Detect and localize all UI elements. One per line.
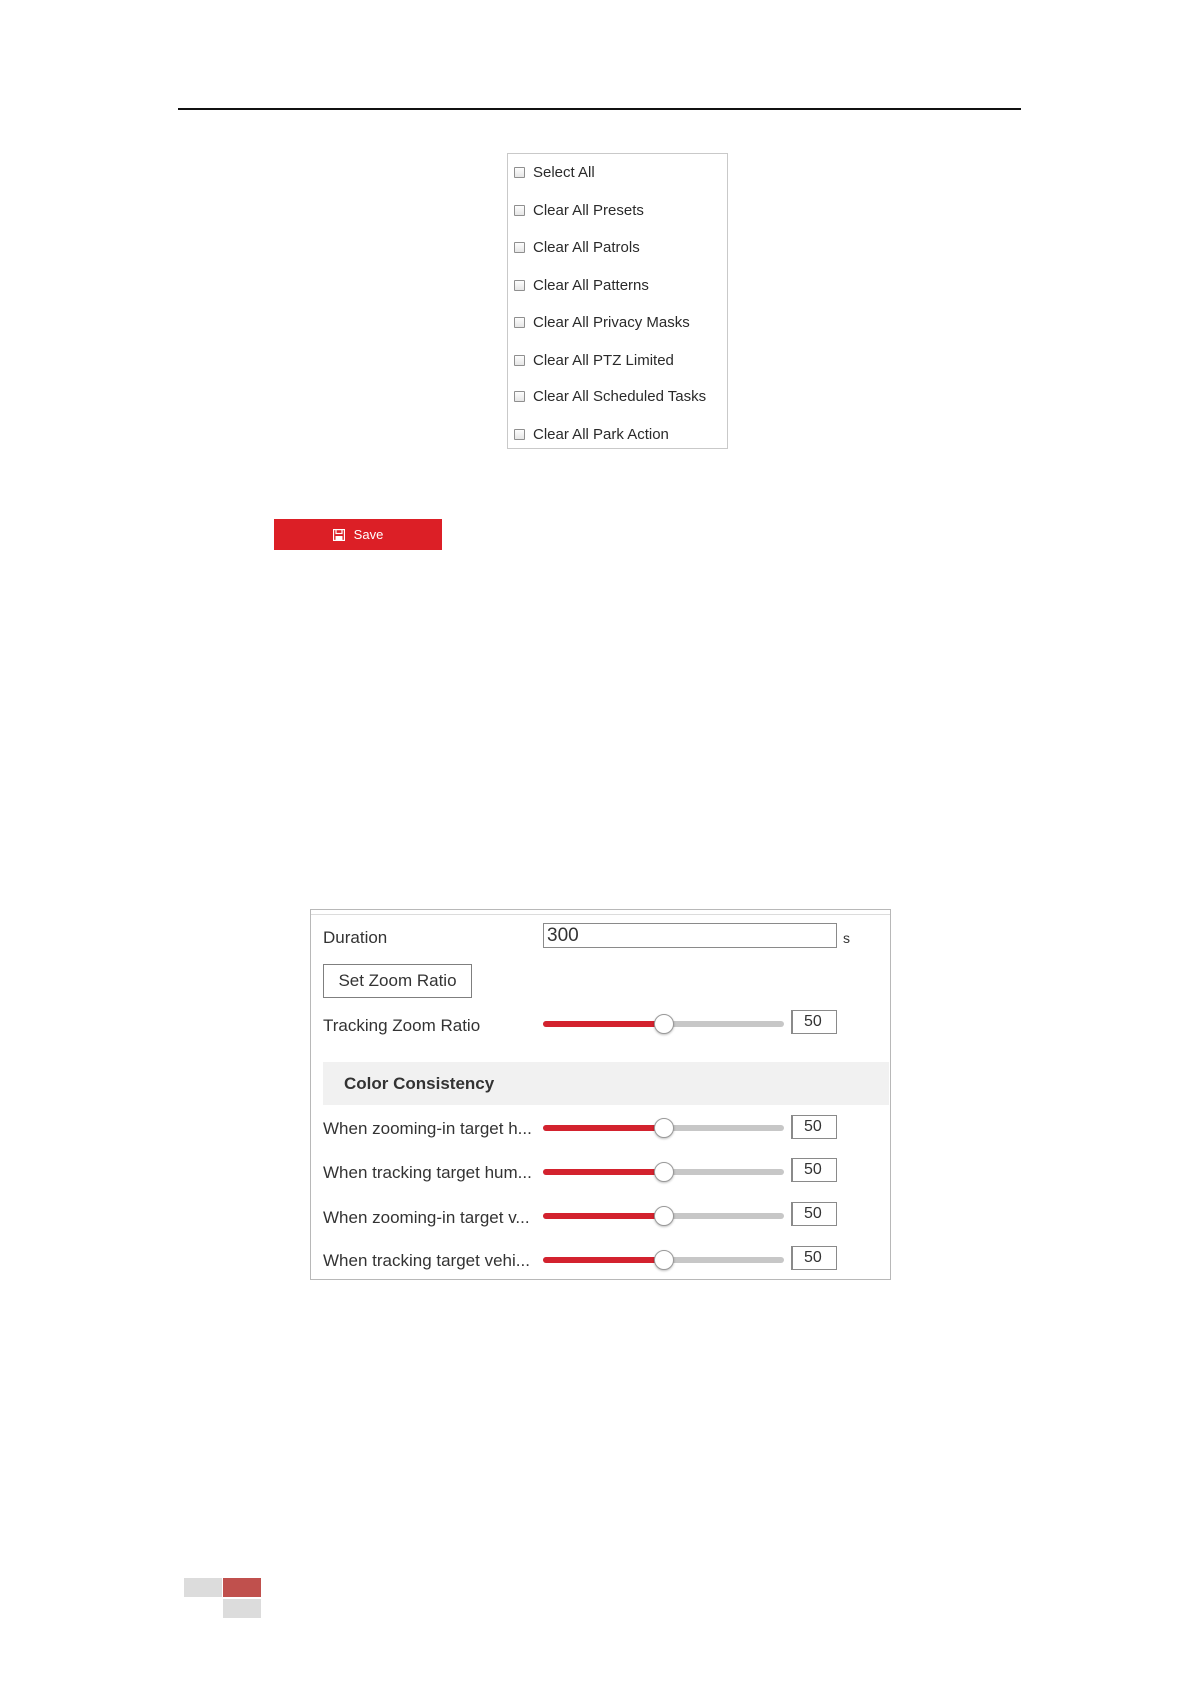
save-icon [333,529,345,541]
checkbox-label: Clear All Privacy Masks [533,313,690,331]
checkbox-label: Clear All Park Action [533,425,669,443]
zoom-in-human-slider[interactable] [543,1117,784,1139]
checkbox-row-clear-ptz-limited[interactable] [514,350,674,370]
slider-thumb[interactable] [654,1206,674,1226]
tracking-vehicle-slider[interactable] [543,1249,784,1271]
checkbox-row-clear-patrols[interactable] [514,237,640,257]
checkbox-label: Clear All Presets [533,201,644,219]
zoom-in-human-label: When zooming-in target h... [323,1119,532,1138]
tracking-zoom-ratio-slider[interactable] [543,1013,784,1035]
slider-fill [543,1021,664,1027]
slider-thumb[interactable] [654,1162,674,1182]
checkbox-row-clear-park-action[interactable] [514,424,669,444]
zoom-in-vehicle-value[interactable]: 50 [791,1202,837,1226]
panel-divider [311,914,890,915]
save-button[interactable] [274,519,442,550]
checkbox[interactable] [514,280,525,291]
checkbox-label: Clear All Scheduled Tasks [533,387,707,405]
tracking-vehicle-label: When tracking target vehi... [323,1251,530,1270]
checkbox[interactable] [514,355,525,366]
zoom-in-human-value[interactable]: 50 [791,1115,837,1139]
checkbox-row-clear-privacy-masks[interactable] [514,312,690,332]
footer-tab-active [223,1578,261,1597]
duration-unit: s [843,930,850,946]
checkbox-row-select-all[interactable] [514,162,595,182]
slider-fill [543,1125,664,1131]
checkbox-label: Clear All Patrols [533,238,640,256]
checkbox[interactable] [514,391,525,402]
duration-input[interactable]: 300 [543,923,837,948]
checkbox[interactable] [514,242,525,253]
set-zoom-ratio-button[interactable]: Set Zoom Ratio [323,964,472,998]
checkbox[interactable] [514,429,525,440]
checkbox-row-clear-scheduled-tasks[interactable] [514,386,706,406]
clear-options-panel [507,153,728,449]
tracking-zoom-ratio-value[interactable]: 50 [791,1010,837,1034]
zoom-in-vehicle-slider[interactable] [543,1205,784,1227]
footer-tab-left [184,1578,222,1597]
checkbox-label: Clear All PTZ Limited [533,351,674,369]
header-rule [178,108,1021,110]
slider-fill [543,1257,664,1263]
checkbox-row-clear-presets[interactable] [514,200,644,220]
tracking-human-slider[interactable] [543,1161,784,1183]
slider-thumb[interactable] [654,1014,674,1034]
save-button-label: Save [353,527,384,542]
color-consistency-section-header [323,1062,889,1105]
tracking-vehicle-value[interactable]: 50 [791,1246,837,1270]
tracking-human-value[interactable]: 50 [791,1158,837,1182]
checkbox-label: Select All [533,163,595,181]
tracking-zoom-ratio-label: Tracking Zoom Ratio [323,1016,481,1035]
checkbox-label: Clear All Patterns [533,276,649,294]
zoom-in-vehicle-label: When zooming-in target v... [323,1208,530,1227]
slider-thumb[interactable] [654,1250,674,1270]
checkbox-row-clear-patterns[interactable] [514,275,649,295]
checkbox[interactable] [514,167,525,178]
slider-fill [543,1169,664,1175]
duration-label: Duration [323,928,388,947]
checkbox[interactable] [514,205,525,216]
footer-tab-bottom [223,1599,261,1618]
checkbox[interactable] [514,317,525,328]
section-title: Color Consistency [344,1074,495,1093]
tracking-human-label: When tracking target hum... [323,1163,532,1182]
slider-fill [543,1213,664,1219]
slider-thumb[interactable] [654,1118,674,1138]
smart-tracking-settings-panel [310,909,891,1280]
